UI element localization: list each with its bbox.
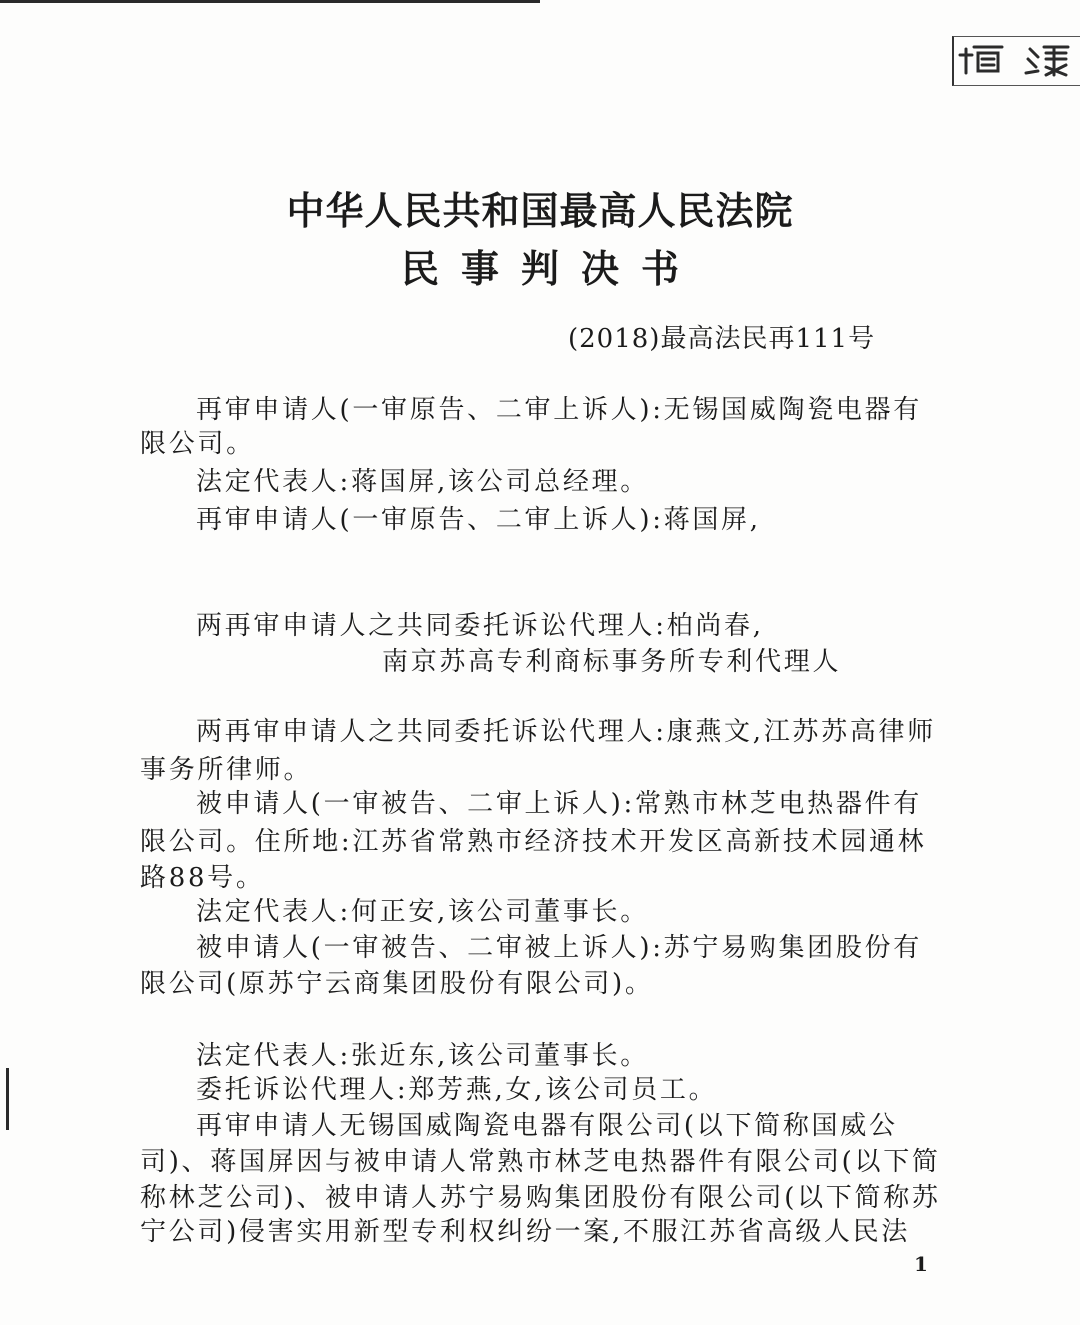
case-number: (2018)最高法民再111号 [568, 324, 876, 354]
body-line: 限公司。 [140, 429, 255, 459]
body-line: 法定代表人:张近东,该公司董事长。 [196, 1041, 649, 1071]
body-line: 法定代表人:何正安,该公司董事长。 [196, 897, 649, 927]
archive-stamp [952, 36, 1080, 86]
document-type-title: 民事判决书 [400, 246, 701, 291]
body-line: 两再审申请人之共同委托诉讼代理人:康燕文,江苏苏高律师 [196, 717, 936, 747]
body-line: 事务所律师。 [140, 755, 313, 785]
body-line: 被申请人(一审被告、二审被上诉人):苏宁易购集团股份有 [196, 933, 922, 963]
body-line: 路88号。 [140, 863, 265, 893]
page-number: 1 [914, 1252, 928, 1276]
body-line: 称林芝公司)、被申请人苏宁易购集团股份有限公司(以下简称苏 [140, 1183, 941, 1213]
stamp-glyphs-icon [954, 37, 1078, 83]
body-line: 两再审申请人之共同委托诉讼代理人:柏尚春, [196, 611, 764, 641]
body-line: 宁公司)侵害实用新型专利权纠纷一案,不服江苏省高级人民法 [140, 1217, 911, 1247]
body-line: 委托诉讼代理人:郑芳燕,女,该公司员工。 [196, 1075, 718, 1105]
top-edge-rule [0, 0, 540, 3]
body-line: 再审申请人(一审原告、二审上诉人):蒋国屏, [196, 505, 761, 535]
body-line: 司)、蒋国屏因与被申请人常熟市林芝电热器件有限公司(以下简 [140, 1147, 941, 1177]
body-line: 限公司(原苏宁云商集团股份有限公司)。 [140, 969, 654, 999]
court-title: 中华人民共和国最高人民法院 [286, 188, 794, 233]
body-line: 再审申请人(一审原告、二审上诉人):无锡国威陶瓷电器有 [196, 395, 922, 425]
body-line: 南京苏高专利商标事务所专利代理人 [382, 647, 842, 677]
body-line: 再审申请人无锡国威陶瓷电器有限公司(以下简称国威公 [196, 1111, 898, 1141]
body-line: 限公司。住所地:江苏省常熟市经济技术开发区高新技术园通林 [140, 827, 927, 857]
margin-binding-mark [6, 1068, 9, 1130]
body-line: 被申请人(一审被告、二审上诉人):常熟市林芝电热器件有 [196, 789, 922, 819]
body-line: 法定代表人:蒋国屏,该公司总经理。 [196, 467, 649, 497]
